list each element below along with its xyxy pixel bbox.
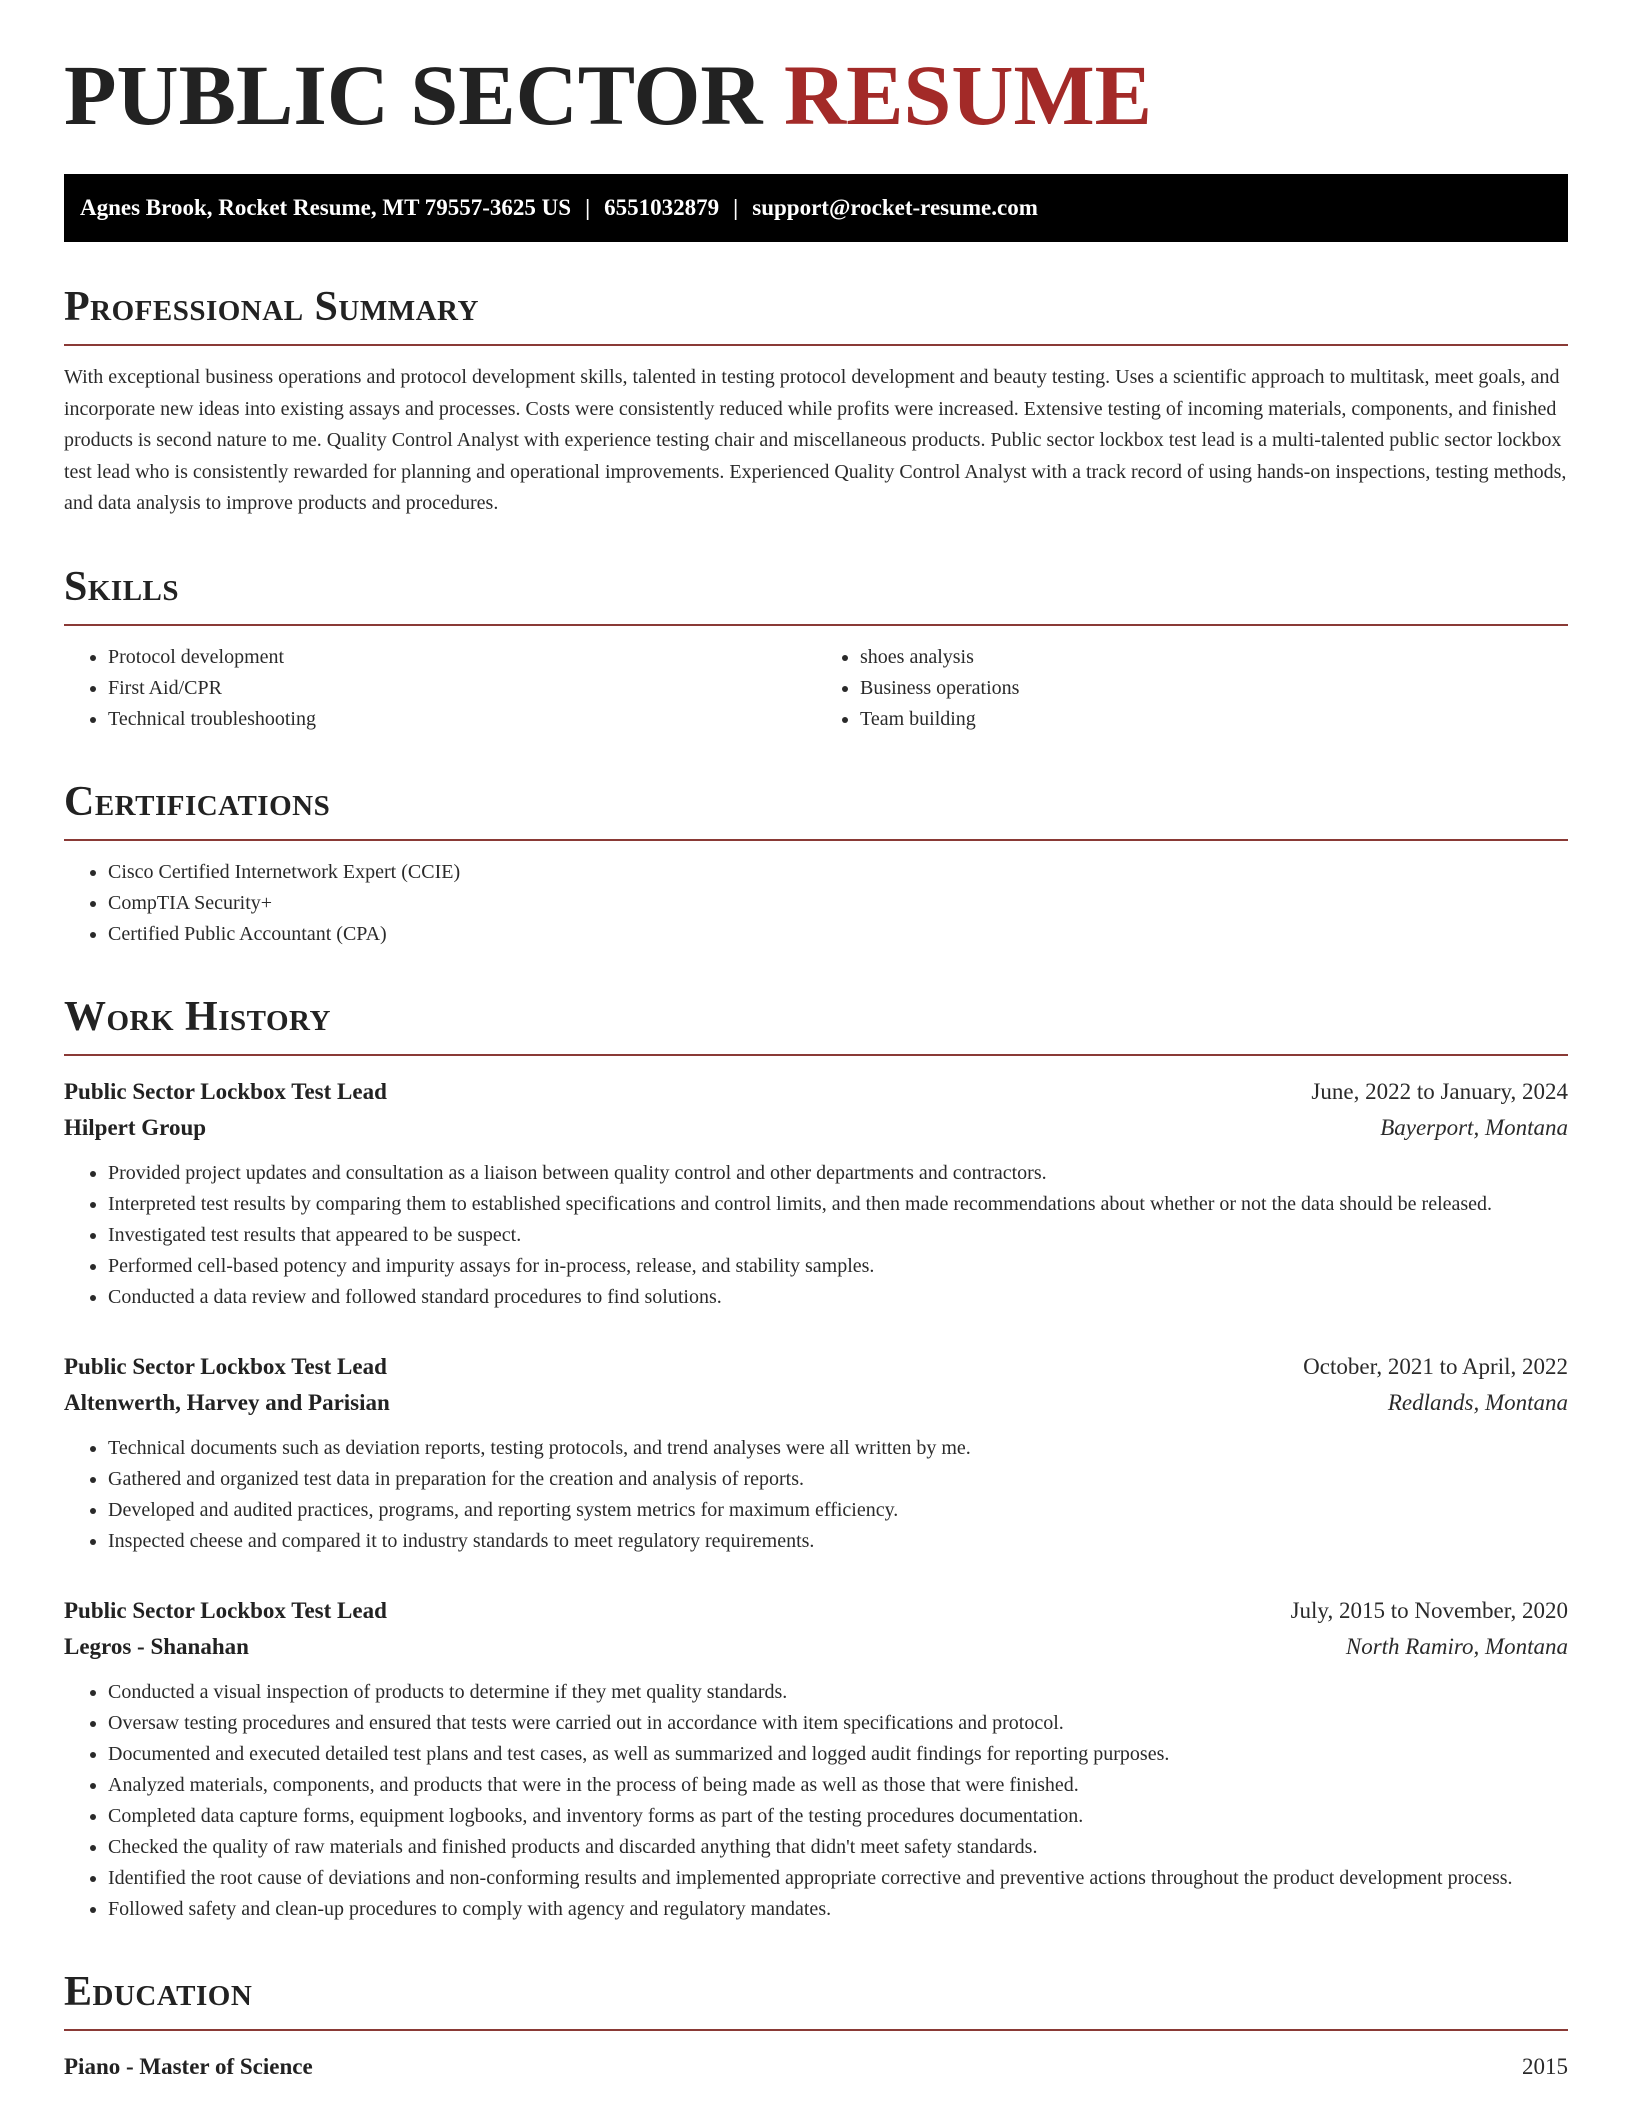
summary-section (64, 286, 1568, 520)
job-bullets (64, 1677, 1568, 1925)
section-divider (64, 839, 1568, 841)
job-bullet: • Completed data capture forms, equipment logbooks, and inventory forms as part of the testing procedures documentation. (108, 1801, 1568, 1832)
contact-bar (64, 174, 1568, 242)
skills-grid (64, 642, 1568, 735)
education-year: 2015 (1522, 2053, 1568, 2079)
title-main: PUBLIC SECTOR (64, 47, 763, 143)
job-bullet: • Interpreted test results by comparing them to established specifications and control limits, and then made recommendations about whether or not the data should be released. (108, 1189, 1568, 1220)
job-header (64, 1349, 1568, 1385)
resume-title (64, 47, 1568, 143)
certifications-heading: Certifications (64, 778, 331, 825)
job-header (64, 1074, 1568, 1110)
work-history-section (64, 993, 1568, 1925)
job-dates: June, 2022 to January, 2024 (1311, 1078, 1568, 1104)
certifications-list (64, 857, 1568, 950)
education-section (64, 1968, 1568, 2085)
job-bullet: • Documented and executed detailed test plans and test cases, as well as summarized and logged audit findings for reporting purposes. (108, 1739, 1568, 1770)
job-bullet: • Followed safety and clean-up procedures to comply with agency and regulatory mandates. (108, 1894, 1568, 1925)
job-title: Public Sector Lockbox Test Lead (64, 1078, 387, 1104)
resume-page (64, 0, 1568, 2085)
job-bullets (64, 1158, 1568, 1313)
job-entry (64, 1074, 1568, 1313)
job-company: Altenwerth, Harvey and Parisian (64, 1389, 390, 1415)
certification-item: • CompTIA Security+ (108, 888, 1568, 919)
section-divider (64, 2029, 1568, 2031)
skill-item: • Technical troubleshooting (108, 704, 816, 735)
job-bullet: • Analyzed materials, components, and products that were in the process of being made as well as those that were finished. (108, 1770, 1568, 1801)
education-degree: Piano - Master of Science (64, 2053, 313, 2079)
job-bullet: • Inspected cheese and compared it to industry standards to meet regulatory requirements. (108, 1526, 1568, 1557)
summary-heading: Professional Summary (64, 284, 479, 330)
job-company: Legros - Shanahan (64, 1633, 249, 1659)
skill-item: • Protocol development (108, 642, 816, 673)
contact-address: Agnes Brook, Rocket Resume, MT 79557-3625 US (80, 195, 572, 220)
contact-separator: | (585, 195, 591, 220)
job-bullet: • Provided project updates and consultation as a liaison between quality control and other departments and contractors. (108, 1158, 1568, 1189)
skills-heading: Skills (64, 563, 180, 610)
skills-list-right (816, 642, 1568, 735)
job-bullet: • Investigated test results that appeared to be suspect. (108, 1220, 1568, 1251)
section-divider (64, 344, 1568, 346)
certifications-section (64, 778, 1568, 950)
education-heading: Education (64, 1968, 253, 2015)
job-location: North Ramiro, Montana (1345, 1633, 1568, 1659)
job-title: Public Sector Lockbox Test Lead (64, 1353, 387, 1379)
job-bullet: • Identified the root cause of deviations and non-conforming results and implemented appropriate corrective and preventive actions throughout the product development process. (108, 1863, 1568, 1894)
skills-section (64, 563, 1568, 735)
contact-email: support@rocket-resume.com (752, 195, 1038, 220)
job-location: Redlands, Montana (1387, 1389, 1568, 1415)
job-bullet: • Technical documents such as deviation reports, testing protocols, and trend analyses were all written by me. (108, 1433, 1568, 1464)
job-subheader (64, 1110, 1568, 1146)
job-bullet: • Conducted a visual inspection of products to determine if they met quality standards. (108, 1677, 1568, 1708)
skill-item: • Team building (860, 704, 1568, 735)
job-bullet: • Performed cell-based potency and impurity assays for in-process, release, and stability samples. (108, 1251, 1568, 1282)
job-company: Hilpert Group (64, 1114, 207, 1140)
summary-text: With exceptional business operations and protocol development skills, talented in testing protocol development and beauty testing. Uses a scientific approach to multitask, meet goals, and incorporate new ideas into existing assays and processes. Costs were consistently reduced while profits were increased. Extensive testing of incoming materials, components, and finished products is second nature to me. Quality Control Analyst with experience testing chair and miscellaneous products. Public sector lockbox test lead is a multi-talented public sector lockbox test lead who is consistently rewarded for planning and operational improvements. Experienced Quality Control Analyst with a track record of using hands-on inspections, testing methods, and data analysis to improve products and procedures. (64, 366, 1567, 514)
certification-item: • Cisco Certified Internetwork Expert (CCIE) (108, 857, 1568, 888)
skills-list-left (64, 642, 816, 735)
job-dates: October, 2021 to April, 2022 (1303, 1353, 1568, 1379)
job-subheader (64, 1629, 1568, 1665)
job-bullets (64, 1433, 1568, 1557)
job-location: Bayerport, Montana (1380, 1114, 1568, 1140)
skill-item: • Business operations (860, 673, 1568, 704)
contact-phone: 6551032879 (604, 195, 720, 220)
job-subheader (64, 1385, 1568, 1421)
skill-item: • shoes analysis (860, 642, 1568, 673)
job-entry (64, 1593, 1568, 1925)
contact-separator: | (733, 195, 739, 220)
job-bullet: • Conducted a data review and followed standard procedures to find solutions. (108, 1282, 1568, 1313)
title-accent: RESUME (784, 47, 1152, 143)
certification-item: • Certified Public Accountant (CPA) (108, 919, 1568, 950)
section-divider (64, 624, 1568, 626)
job-bullet: • Developed and audited practices, programs, and reporting system metrics for maximum efficiency. (108, 1495, 1568, 1526)
job-dates: July, 2015 to November, 2020 (1290, 1597, 1568, 1623)
skill-item: • First Aid/CPR (108, 673, 816, 704)
education-header (64, 2049, 1568, 2085)
job-bullet: • Gathered and organized test data in preparation for the creation and analysis of reports. (108, 1464, 1568, 1495)
job-title: Public Sector Lockbox Test Lead (64, 1597, 387, 1623)
work-history-heading: Work History (64, 993, 331, 1040)
job-entry (64, 1349, 1568, 1557)
section-divider (64, 1054, 1568, 1056)
job-bullet: • Checked the quality of raw materials and finished products and discarded anything that didn't meet safety standards. (108, 1832, 1568, 1863)
job-bullet: • Oversaw testing procedures and ensured that tests were carried out in accordance with item specifications and protocol. (108, 1708, 1568, 1739)
job-header (64, 1593, 1568, 1629)
